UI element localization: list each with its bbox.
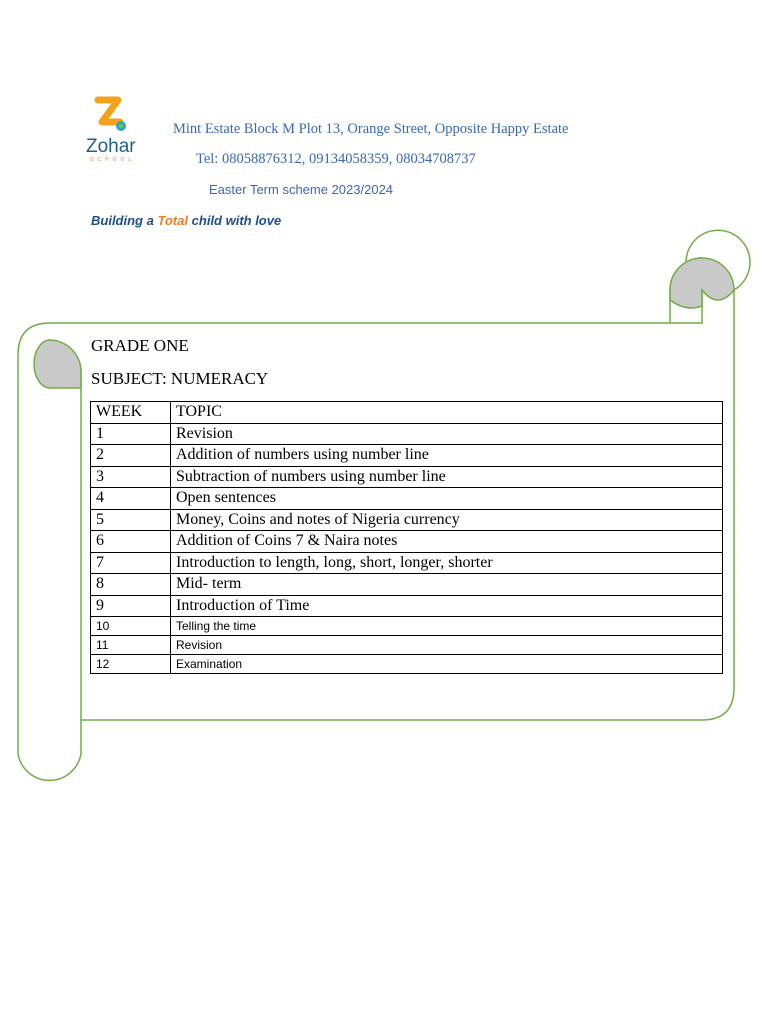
motto-suffix: child with love xyxy=(188,213,282,228)
table-row xyxy=(91,509,723,531)
table-row xyxy=(91,617,723,636)
scroll-curl-right xyxy=(670,258,734,308)
scheme-table xyxy=(90,401,723,674)
table-row xyxy=(91,655,723,674)
school-telephone: Tel: 08058876312, 09134058359, 08034708737 xyxy=(196,151,476,167)
table-row xyxy=(91,445,723,467)
week-cell: 4 xyxy=(91,488,171,510)
motto-highlight: Total xyxy=(157,213,189,228)
week-cell: 12 xyxy=(91,655,171,674)
topic-cell: Open sentences xyxy=(171,488,723,510)
table-row xyxy=(91,531,723,553)
topic-cell: Addition of numbers using number line xyxy=(171,445,723,467)
school-address: Mint Estate Block M Plot 13, Orange Street, Opposite Happy Estate xyxy=(173,121,569,137)
subject-heading: SUBJECT: NUMERACY xyxy=(91,369,269,388)
topic-cell: Subtraction of numbers using number line xyxy=(171,466,723,488)
week-cell: 3 xyxy=(91,466,171,488)
week-cell: 6 xyxy=(91,531,171,553)
logo-wordmark: Zohar xyxy=(86,136,136,157)
topic-cell: Introduction of Time xyxy=(171,595,723,617)
week-cell: 2 xyxy=(91,445,171,467)
topic-cell: Revision xyxy=(171,636,723,655)
topic-cell: Revision xyxy=(171,423,723,445)
table-row xyxy=(91,636,723,655)
grade-heading: GRADE ONE xyxy=(91,336,189,355)
table-row xyxy=(91,466,723,488)
topic-cell: Telling the time xyxy=(171,617,723,636)
col-week-header: WEEK xyxy=(91,402,171,424)
logo-subtext: SCHOOL xyxy=(90,157,136,163)
topic-cell: Examination xyxy=(171,655,723,674)
topic-cell: Introduction to length, long, short, longer, shorter xyxy=(171,552,723,574)
week-cell: 8 xyxy=(91,574,171,596)
table-header-row xyxy=(91,402,723,424)
table-row xyxy=(91,423,723,445)
motto-prefix: Building a xyxy=(91,213,158,228)
term-title: Easter Term scheme 2023/2024 xyxy=(209,182,394,197)
week-cell: 5 xyxy=(91,509,171,531)
table-row xyxy=(91,595,723,617)
table-row xyxy=(91,488,723,510)
week-cell: 11 xyxy=(91,636,171,655)
week-cell: 9 xyxy=(91,595,171,617)
week-cell: 10 xyxy=(91,617,171,636)
scroll-curl-left xyxy=(34,340,81,388)
table-row xyxy=(91,552,723,574)
topic-cell: Mid- term xyxy=(171,574,723,596)
topic-cell: Addition of Coins 7 & Naira notes xyxy=(171,531,723,553)
col-topic-header: TOPIC xyxy=(171,402,723,424)
week-cell: 1 xyxy=(91,423,171,445)
table-row xyxy=(91,574,723,596)
topic-cell: Money, Coins and notes of Nigeria currency xyxy=(171,509,723,531)
week-cell: 7 xyxy=(91,552,171,574)
